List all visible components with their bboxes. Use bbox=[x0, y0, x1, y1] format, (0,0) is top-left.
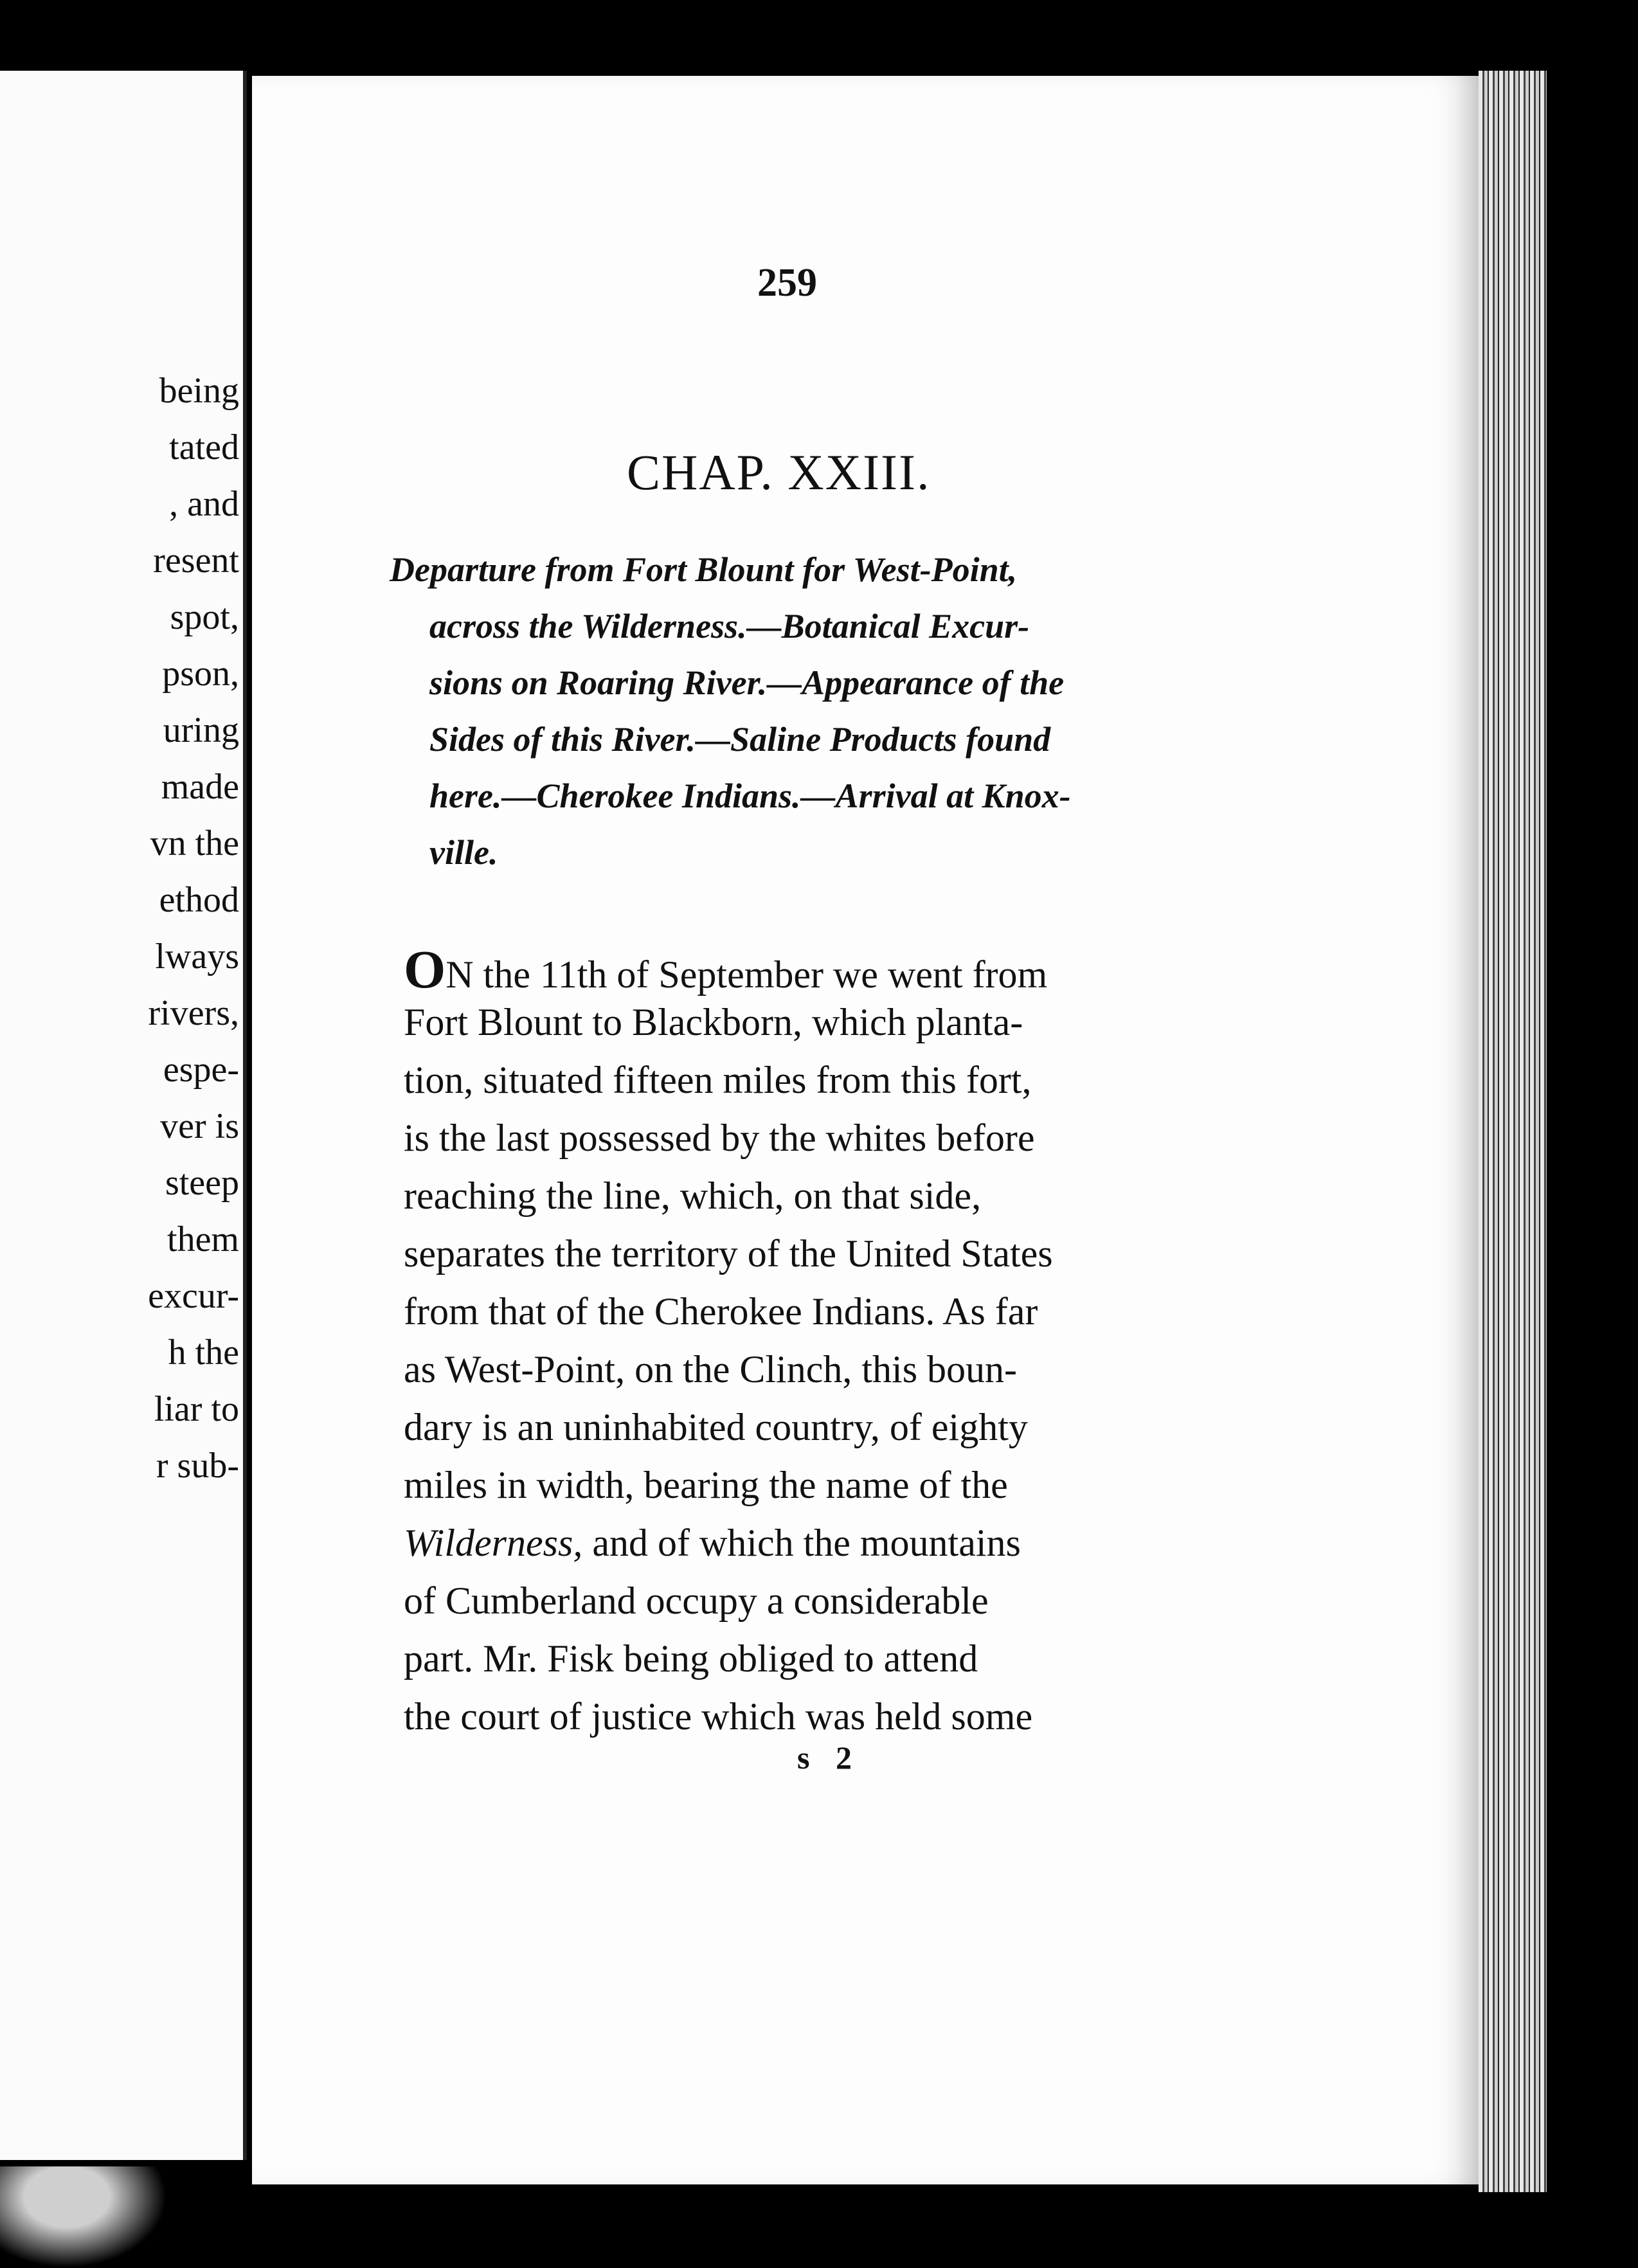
body-line-wilderness bbox=[404, 1521, 1021, 1565]
left-page-line: spot, bbox=[170, 597, 239, 637]
body-line: part. Mr. Fisk being obliged to attend bbox=[404, 1637, 978, 1680]
body-line: from that of the Cherokee Indians. As far bbox=[404, 1290, 1038, 1333]
body-line: is the last possessed by the whites before bbox=[404, 1117, 1035, 1159]
left-page-line: lways bbox=[155, 937, 239, 977]
body-line: as West-Point, on the Clinch, this boun- bbox=[404, 1348, 1018, 1390]
italic-word: Wilderness, bbox=[404, 1522, 583, 1564]
left-page-line: liar to bbox=[154, 1389, 239, 1429]
body-line: separates the territory of the United States bbox=[404, 1232, 1053, 1275]
body-line: dary is an uninhabited country, of eighty bbox=[404, 1406, 1028, 1448]
left-page-line: tated bbox=[169, 428, 239, 467]
body-first-line bbox=[404, 939, 1047, 1001]
left-page-line: espe- bbox=[163, 1050, 239, 1090]
signature-mark: s 2 bbox=[797, 1740, 861, 1776]
left-page-line: r sub- bbox=[156, 1446, 239, 1486]
left-page-line: , and bbox=[169, 484, 239, 524]
summary-line: Departure from Fort Blount for West-Point, bbox=[390, 550, 1018, 589]
summary-line: here.—Cherokee Indians.—Arrival at Knox- bbox=[429, 777, 1071, 815]
body-line: the court of justice which was held some bbox=[404, 1695, 1033, 1738]
left-page-line: made bbox=[161, 767, 239, 807]
left-page-line: h the bbox=[168, 1333, 239, 1372]
left-page-line: rivers, bbox=[148, 993, 239, 1033]
page-number: 259 bbox=[757, 261, 817, 305]
first-line-text: N the 11th of September we went from bbox=[446, 953, 1048, 996]
left-page-line: being bbox=[159, 371, 239, 411]
after-italic-text: and of which the mountains bbox=[582, 1522, 1021, 1564]
body-line: Fort Blount to Blackborn, which planta- bbox=[404, 1001, 1023, 1043]
summary-line: ville. bbox=[429, 833, 498, 872]
body-line: tion, situated fifteen miles from this fort, bbox=[404, 1059, 1032, 1101]
summary-line: Sides of this River.—Saline Products found bbox=[429, 720, 1051, 759]
summary-line: sions on Roaring River.—Appearance of the bbox=[429, 663, 1065, 702]
left-page-line: resent bbox=[153, 541, 239, 580]
left-page-line: uring bbox=[163, 710, 239, 750]
left-page-line: excur- bbox=[148, 1276, 239, 1316]
body-line: miles in width, bearing the name of the bbox=[404, 1464, 1008, 1506]
left-page-line: steep bbox=[165, 1163, 239, 1203]
page-stain bbox=[0, 2166, 167, 2268]
body-line: reaching the line, which, on that side, bbox=[404, 1174, 982, 1217]
left-page-line: ver is bbox=[160, 1106, 239, 1146]
drop-cap: O bbox=[404, 940, 446, 1000]
left-page-line: them bbox=[167, 1220, 239, 1259]
left-page-line: ethod bbox=[159, 880, 239, 920]
left-page-line: vn the bbox=[150, 824, 239, 863]
body-line: of Cumberland occupy a considerable bbox=[404, 1580, 989, 1622]
left-page-line: pson, bbox=[162, 654, 239, 694]
chapter-heading: CHAP. XXIII. bbox=[627, 444, 931, 500]
summary-line: across the Wilderness.—Botanical Excur- bbox=[429, 607, 1030, 645]
